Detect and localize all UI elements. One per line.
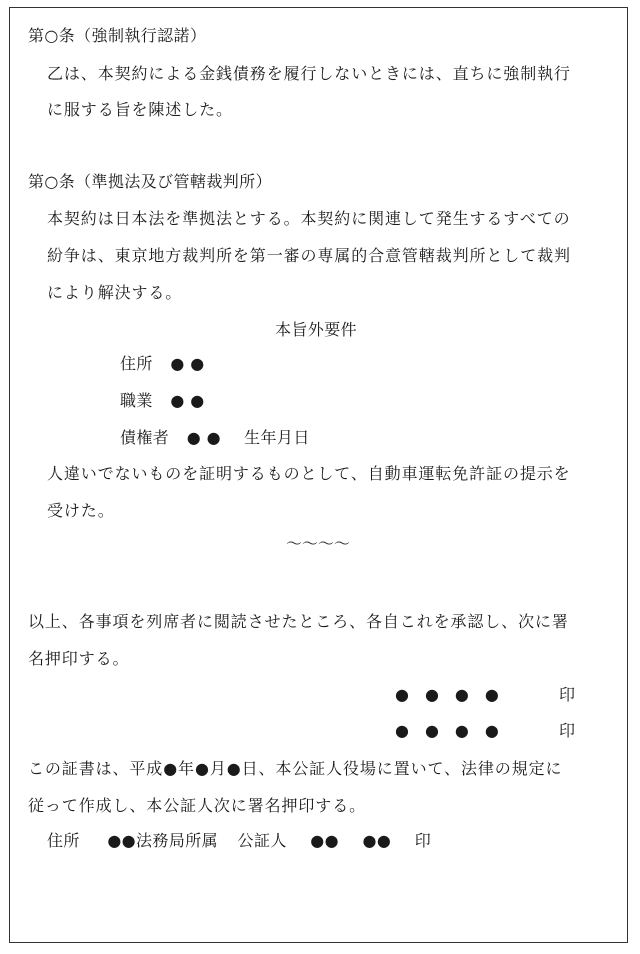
- certificate-line-2: 従って作成し、本公証人次に署名押印する。: [28, 796, 367, 815]
- notary-title: 公証人: [237, 831, 287, 850]
- closing-line-2: 名押印する。: [28, 649, 130, 668]
- signer-row-2: [395, 721, 576, 741]
- signer-1-name: ●●●●: [395, 685, 515, 704]
- article2-line-2: 紛争は、東京地方裁判所を第一審の専属的合意管轄裁判所として裁判: [47, 246, 571, 265]
- occupation-row: [120, 391, 210, 411]
- notary-address-label: 住所: [47, 831, 80, 850]
- creditor-label: 債権者: [120, 428, 170, 447]
- address-value: ●●: [170, 354, 211, 373]
- notary-seal: 印: [414, 831, 432, 850]
- signer-2-name: ●●●●: [395, 721, 515, 740]
- notary-given-name: ●●: [362, 831, 392, 850]
- notary-row: [47, 831, 431, 851]
- article2-line-1: 本契約は日本法を準拠法とする。本契約に関連して発生するすべての: [47, 209, 571, 228]
- id-proof-line-1: 人違いでないものを証明するものとして、自動車運転免許証の提示を: [47, 464, 571, 483]
- omission-mark: 〜〜〜〜: [286, 534, 351, 553]
- article2-heading: 第○条（準拠法及び管轄裁判所）: [28, 172, 272, 191]
- certificate-line-1: この証書は、平成●年●月●日、本公証人役場に置いて、法律の規定に: [28, 759, 563, 778]
- creditor-value: ●●: [186, 428, 227, 447]
- closing-line-1: 以上、各事項を列席者に閲読させたところ、各自これを承認し、次に署: [28, 612, 569, 631]
- notary-office: ●●法務局所属: [107, 831, 219, 850]
- article1-heading: 第○条（強制執行認諾）: [28, 26, 207, 45]
- signer-1-seal: 印: [559, 685, 576, 704]
- address-label: 住所: [120, 354, 153, 373]
- notarial-deed-document: [9, 7, 628, 943]
- occupation-value: ●●: [170, 391, 211, 410]
- signer-row-1: [395, 685, 576, 705]
- article2-line-3: により解決する。: [47, 283, 183, 302]
- article1-line-1: 乙は、本契約による金銭債務を履行しないときには、直ちに強制執行: [47, 64, 571, 83]
- article1-line-2: に服する旨を陳述した。: [47, 100, 233, 119]
- id-proof-line-2: 受けた。: [47, 501, 115, 520]
- creditor-row: [120, 428, 310, 448]
- address-row: [120, 354, 210, 374]
- notary-surname: ●●: [310, 831, 339, 850]
- outside-requirements-title: 本旨外要件: [275, 320, 358, 339]
- signer-2-seal: 印: [559, 721, 576, 740]
- birth-date-label: 生年月日: [244, 428, 310, 447]
- occupation-label: 職業: [120, 391, 153, 410]
